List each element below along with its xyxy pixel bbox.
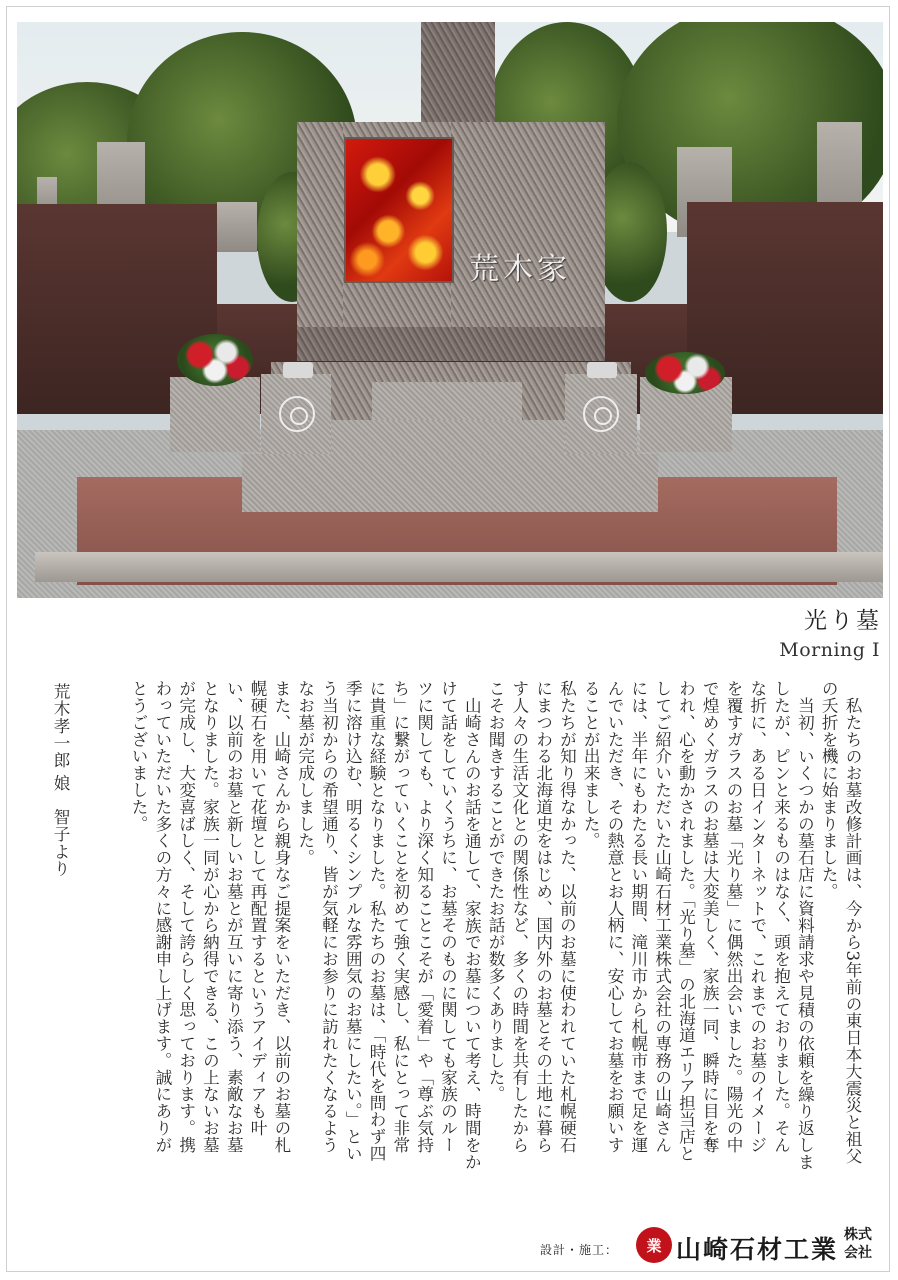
name-stone [451, 122, 605, 332]
letter-paragraph: 山崎さんのお話を通して、家族でお墓について考え、時間をかけて話をしていくうちに、お墓そのものに関しても家族のルーツに関しても、より深く知ることこそが「愛着」や「尊ぶ気持ち」に繋がっていくことを初めて強く実感し、私にとって非常に貴重な経験となりました。私たちのお墓は、「時代を問わず四季に溶け込む、明るくシンプルな雰囲気のお墓にしたい。」という当初からの希望通り、皆が気軽にお参りに訪れたくなるようなお墓が完成しました。 [295, 680, 482, 1170]
frame-bottom [343, 277, 451, 332]
left-candle-holder-icon [283, 362, 313, 378]
lower-step [242, 454, 658, 512]
company-logo-icon [636, 1227, 672, 1263]
letter-paragraph: 当初、いくつかの墓石店に資料請求や見積の依頼を繰り返しましたが、ピンと来るものはなく、頭を抱えておりました。そんな折に、ある日インターネットで、これまでのお墓のイメージを覆すガラスのお墓「光り墓」に偶然出会いました。陽光の中で煌めくガラスのお墓は大変美しく、家族一同、瞬時に目を奪われ、心を動かされました。「光り墓」の北海道エリア担当店としてご紹介いただいた山崎石材工業株式会社の専務の山崎さんには、半年にもわたる長い期間、滝川市から札幌市まで足を運んでいただき、その熱意とお人柄に、安心してお墓をお願いすることが出来ました。 [581, 680, 815, 1170]
right-candle-holder-icon [587, 362, 617, 378]
family-name-engraving: 荒木家 [469, 252, 571, 287]
plinth-edge [35, 552, 883, 582]
company-suffix: 株式会社 [844, 1227, 872, 1261]
right-flowers-icon [645, 352, 725, 394]
testimonial-letter [92, 680, 864, 1170]
letter-paragraph: 私たちが知り得なかった、以前のお墓に使われていた札幌硬石にまつわる北海道史をはじめ、国内外のお墓とその土地に暮らす人々の生活文化との関係性など、多くの時間を共有したからこそお聞きすることができたお話が数多くありました。 [486, 680, 577, 1154]
grave-photo [17, 22, 883, 598]
upper-step [297, 327, 605, 361]
left-flower-bed [170, 377, 260, 452]
letter-signature: 荒木孝一郎 娘 智子より [51, 683, 70, 877]
background-tomb [217, 202, 257, 252]
letter-paragraph: 私たちのお墓改修計画は、今から3年前の東日本大震災と祖父の夭折を機に始まりました。 [819, 680, 862, 1164]
design-construction-label: 設計・施工： [540, 1243, 619, 1257]
right-family-crest-icon [583, 396, 619, 432]
caption-title: 光り墓 [804, 608, 882, 634]
logo-character: 業 [646, 1236, 662, 1255]
left-pillar [297, 122, 345, 332]
company-name: 山崎石材工業 [676, 1235, 839, 1264]
caption-subtitle: Morning I [779, 639, 880, 661]
glass-panel [344, 137, 454, 283]
left-family-crest-icon [279, 396, 315, 432]
letter-paragraph: また、山崎さんから親身なご提案をいただき、以前のお墓の札幌硬石を用いて花壇として再配置するというアイディアも叶い、以前のお墓と新しいお墓とが互いに寄り添う、素敵なお墓となりました。家族一同が心から納得できる、この上ないお墓が完成し、大変喜ばしく、そして誇らしく思っております。携わっていただいた多くの方々に感謝申し上げます。誠にありがとうございました。 [129, 680, 291, 1154]
left-flowers-icon [177, 334, 253, 386]
